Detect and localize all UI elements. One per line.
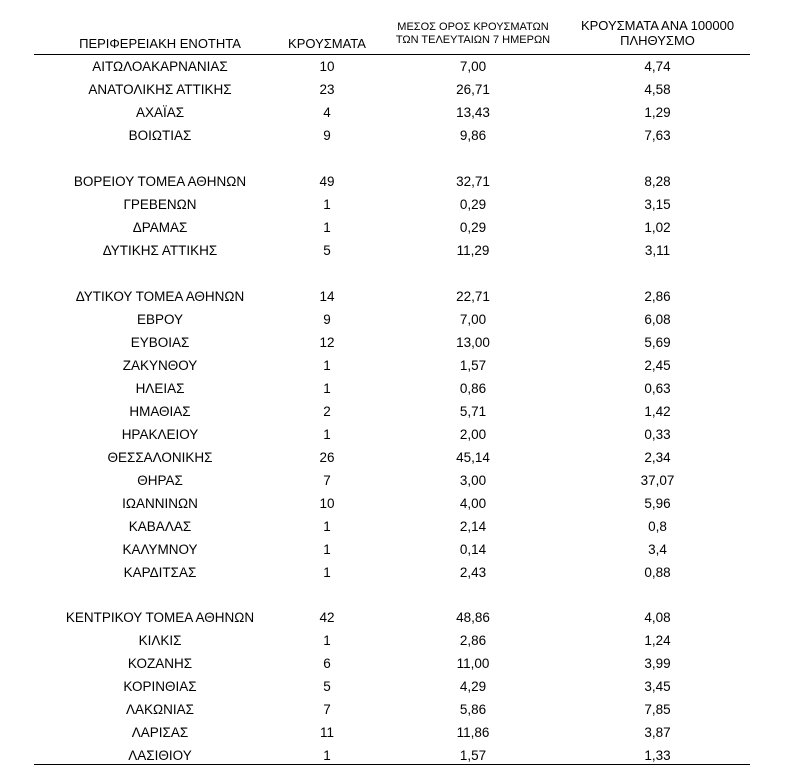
cell-cases: 1: [323, 542, 331, 557]
cell-avg7: 22,71: [456, 289, 490, 304]
cell-region: ΔΥΤΙΚΗΣ ΑΤΤΙΚΗΣ: [102, 243, 218, 258]
cell-per100k: 1,33: [644, 748, 671, 763]
cell-per100k: 0,88: [644, 565, 671, 580]
cell-per100k: 7,63: [644, 128, 671, 143]
header-per100k-line1: ΚΡΟΥΣΜΑΤΑ ΑΝΑ 100000: [580, 18, 735, 33]
cell-per100k: 8,28: [644, 174, 671, 189]
cell-region: ΕΒΡΟΥ: [136, 312, 184, 327]
cell-avg7: 3,00: [459, 473, 487, 488]
table-row: [0, 379, 785, 399]
cell-region: ΗΛΕΙΑΣ: [135, 381, 185, 396]
table-row: [0, 540, 785, 560]
cell-cases: 4: [323, 105, 331, 120]
cell-cases: 26: [319, 450, 335, 465]
table-row: [0, 126, 785, 146]
table-row: [0, 700, 785, 720]
cell-avg7: 2,00: [459, 427, 487, 442]
header-avg7-line2: ΤΩΝ ΤΕΛΕΥΤΑΙΩΝ 7 ΗΜΕΡΩΝ: [395, 34, 551, 46]
cell-per100k: 3,4: [648, 542, 667, 557]
cell-avg7: 2,43: [459, 565, 487, 580]
cell-per100k: 1,24: [644, 633, 671, 648]
cell-per100k: 4,08: [644, 610, 671, 625]
cell-per100k: 0,8: [648, 519, 667, 534]
cell-cases: 1: [323, 633, 331, 648]
cell-cases: 14: [319, 289, 335, 304]
cell-per100k: 0,63: [644, 381, 671, 396]
table-row: [0, 57, 785, 77]
cell-per100k: 6,08: [644, 312, 671, 327]
table-row: [0, 654, 785, 674]
cell-per100k: 2,45: [644, 358, 671, 373]
cell-avg7: 7,00: [459, 59, 487, 74]
cell-region: ΚΙΛΚΙΣ: [138, 633, 182, 648]
table-row: [0, 471, 785, 491]
cell-region: ΘΗΡΑΣ: [137, 473, 183, 488]
cell-cases: 5: [323, 243, 331, 258]
cell-cases: 1: [323, 220, 331, 235]
cell-cases: 1: [323, 358, 331, 373]
table-row: [0, 631, 785, 651]
table-row: [0, 425, 785, 445]
table-row: [0, 195, 785, 215]
cell-per100k: 2,34: [644, 450, 671, 465]
cell-region: ΔΡΑΜΑΣ: [132, 220, 188, 235]
table-row: [0, 103, 785, 123]
table-row: [0, 310, 785, 330]
cell-avg7: 0,29: [459, 197, 487, 212]
cell-cases: 7: [323, 702, 331, 717]
cell-region: ΔΥΤΙΚΟΥ ΤΟΜΕΑ ΑΘΗΝΩΝ: [75, 289, 245, 304]
cell-per100k: 5,96: [644, 496, 671, 511]
cell-avg7: 2,14: [459, 519, 487, 534]
cell-cases: 9: [323, 312, 331, 327]
table-row: [0, 448, 785, 468]
cell-cases: 11: [319, 725, 334, 740]
header-region: ΠΕΡΙΦΕΡΕΙΑΚΗ ΕΝΟΤΗΤΑ: [79, 36, 241, 51]
table-row: [0, 517, 785, 537]
cell-region: ΑΙΤΩΛΟΑΚΑΡΝΑΝΙΑΣ: [92, 59, 228, 74]
cell-cases: 10: [319, 59, 335, 74]
cell-region: ΘΕΣΣΑΛΟΝΙΚΗΣ: [107, 450, 213, 465]
cell-per100k: 7,85: [644, 702, 671, 717]
cell-region: ΕΥΒΟΙΑΣ: [130, 335, 190, 350]
cell-region: ΙΩΑΝΝΙΝΩΝ: [122, 496, 198, 511]
cell-region: ΚΟΡΙΝΘΙΑΣ: [123, 679, 197, 694]
cell-avg7: 13,00: [456, 335, 490, 350]
cell-region: ΒΟΙΩΤΙΑΣ: [128, 128, 192, 143]
cell-avg7: 0,29: [459, 220, 487, 235]
table-row: [0, 723, 785, 743]
cell-cases: 7: [323, 473, 331, 488]
header-cases: ΚΡΟΥΣΜΑΤΑ: [288, 36, 366, 51]
cell-cases: 1: [323, 381, 331, 396]
cell-per100k: 3,45: [644, 679, 671, 694]
cell-region: ΚΑΛΥΜΝΟΥ: [122, 542, 198, 557]
cell-avg7: 48,86: [456, 610, 490, 625]
cell-per100k: 3,15: [644, 197, 671, 212]
cell-avg7: 2,86: [459, 633, 487, 648]
table-row: [0, 333, 785, 353]
cell-avg7: 11,86: [456, 725, 490, 740]
cell-avg7: 9,86: [459, 128, 487, 143]
cell-cases: 23: [319, 82, 335, 97]
header-avg7-line1: ΜΕΣΟΣ ΟΡΟΣ ΚΡΟΥΣΜΑΤΩΝ: [397, 21, 549, 33]
table-row: [0, 356, 785, 376]
cell-avg7: 11,29: [456, 243, 490, 258]
cell-per100k: 5,69: [644, 335, 671, 350]
cell-avg7: 5,71: [459, 404, 487, 419]
cell-region: ΒΟΡΕΙΟΥ ΤΟΜΕΑ ΑΘΗΝΩΝ: [73, 174, 247, 189]
cell-per100k: 3,99: [644, 656, 671, 671]
cell-per100k: 3,87: [644, 725, 671, 740]
cell-region: ΑΝΑΤΟΛΙΚΗΣ ΑΤΤΙΚΗΣ: [88, 82, 232, 97]
cell-avg7: 7,00: [459, 312, 487, 327]
cell-per100k: 3,11: [644, 243, 671, 258]
cell-avg7: 45,14: [456, 450, 490, 465]
cell-cases: 12: [319, 335, 335, 350]
table-row: [0, 677, 785, 697]
cell-per100k: 37,07: [640, 473, 675, 488]
bottom-rule: [34, 764, 750, 765]
cell-cases: 5: [323, 679, 331, 694]
cell-cases: 1: [323, 519, 331, 534]
table-row: [0, 746, 785, 766]
table-row: [0, 80, 785, 100]
cell-per100k: 1,29: [644, 105, 671, 120]
table-row: [0, 494, 785, 514]
cell-avg7: 0,86: [459, 381, 487, 396]
cell-cases: 6: [323, 656, 331, 671]
cell-avg7: 1,57: [459, 748, 487, 763]
cell-avg7: 1,57: [459, 358, 487, 373]
cell-per100k: 0,33: [644, 427, 671, 442]
cell-cases: 1: [323, 197, 331, 212]
cell-region: ΗΜΑΘΙΑΣ: [129, 404, 191, 419]
table-row: [0, 608, 785, 628]
cell-cases: 2: [323, 404, 331, 419]
cell-region: ΚΟΖΑΝΗΣ: [127, 656, 193, 671]
cell-region: ΑΧΑΪΑΣ: [135, 105, 185, 120]
cell-avg7: 11,00: [456, 656, 490, 671]
cell-per100k: 2,86: [644, 289, 671, 304]
cell-cases: 1: [323, 565, 331, 580]
cell-per100k: 1,02: [644, 220, 671, 235]
cell-per100k: 4,74: [644, 59, 671, 74]
table-row: [0, 172, 785, 192]
cell-cases: 9: [323, 128, 331, 143]
cell-cases: 42: [319, 610, 335, 625]
cell-per100k: 1,42: [644, 404, 671, 419]
cell-region: ΗΡΑΚΛΕΙΟΥ: [121, 427, 199, 442]
cell-avg7: 4,29: [459, 679, 487, 694]
table-row: [0, 402, 785, 422]
cell-region: ΖΑΚΥΝΘΟΥ: [122, 358, 198, 373]
table-row: [0, 287, 785, 307]
cell-region: ΚΕΝΤΡΙΚΟΥ ΤΟΜΕΑ ΑΘΗΝΩΝ: [65, 610, 255, 625]
cell-cases: 49: [319, 174, 335, 189]
cell-region: ΛΑΣΙΘΙΟΥ: [128, 748, 192, 763]
table-row: [0, 218, 785, 238]
cell-avg7: 5,86: [459, 702, 487, 717]
cell-avg7: 32,71: [456, 174, 490, 189]
cell-region: ΚΑΒΑΛΑΣ: [128, 519, 192, 534]
cell-region: ΓΡΕΒΕΝΩΝ: [123, 197, 197, 212]
cell-region: ΛΑΚΩΝΙΑΣ: [126, 702, 194, 717]
cell-cases: 1: [323, 427, 331, 442]
cell-avg7: 26,71: [456, 82, 490, 97]
cell-avg7: 13,43: [456, 105, 490, 120]
cell-avg7: 0,14: [459, 542, 487, 557]
cell-per100k: 4,58: [644, 82, 671, 97]
cell-cases: 10: [319, 496, 335, 511]
cell-region: ΛΑΡΙΣΑΣ: [131, 725, 189, 740]
table-row: [0, 241, 785, 261]
cell-avg7: 4,00: [459, 496, 487, 511]
header-per100k-line2: ΠΛΗΘΥΣΜΟ: [620, 33, 695, 48]
table-row: [0, 563, 785, 583]
cell-cases: 1: [323, 748, 331, 763]
cell-region: ΚΑΡΔΙΤΣΑΣ: [123, 565, 197, 580]
